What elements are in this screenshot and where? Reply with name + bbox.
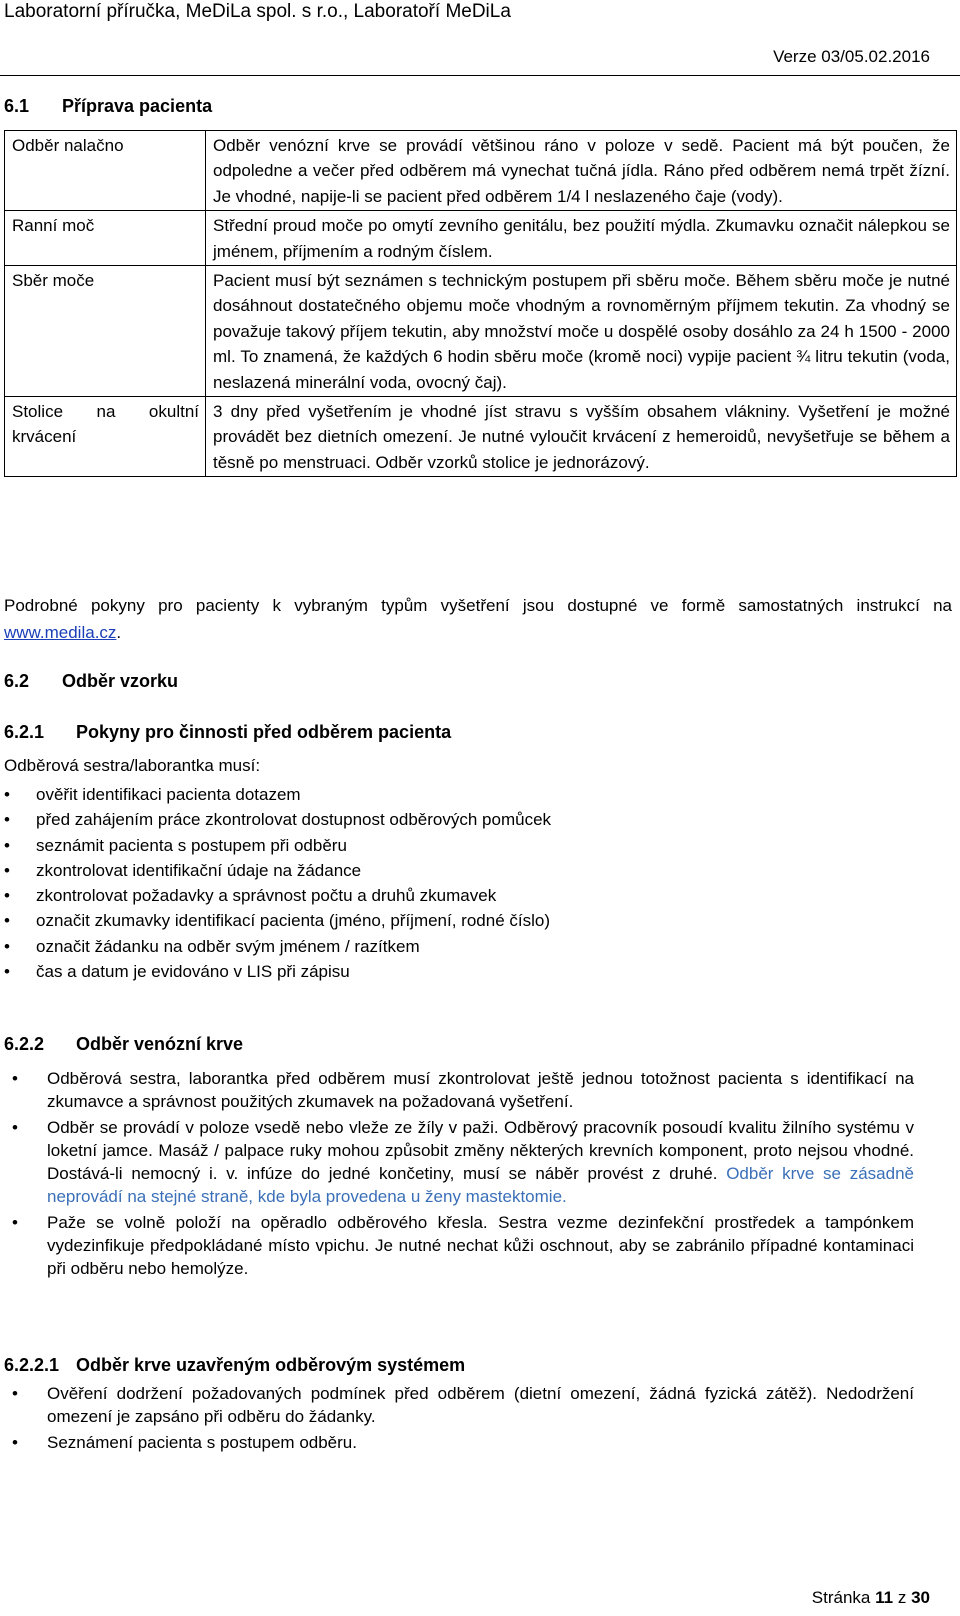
footer-page-number: 11 (875, 1588, 894, 1607)
document-version: Verze 03/05.02.2016 (773, 47, 930, 66)
section-title: Pokyny pro činnosti před odběrem pacienta (76, 722, 452, 742)
list-item (0, 883, 940, 908)
list-item-text: seznámit pacienta s postupem při odběru (36, 835, 347, 855)
list-item (0, 807, 940, 832)
bullet-icon: • (12, 1433, 18, 1452)
bullet-icon: • (4, 810, 10, 830)
mastectomy-warning: Odběr krve se zásadně neprovádí na stejné straně, kde byla provedena u ženy mastektomie. (47, 1164, 915, 1206)
footer-of-label: z (897, 1588, 907, 1607)
footer-page-total: 30 (911, 1588, 930, 1607)
section-heading-6-2-2-1 (4, 1353, 465, 1377)
cell-text: Odběr venózní krve se provádí většinou ráno v poloze v sedě. Pacient má být poučen, že odpoledne a večer před odběrem má vynechat tučná jídla. Ráno před odběrem nemá trpět žízní. Je vhodné, napije-li se pacient před odběrem 1/4 l neslazeného čaje (vody). (213, 136, 950, 206)
section-heading-6-2 (4, 669, 178, 693)
list-item-text: Paže se volně položí na opěradlo odběrového křesla. Sestra vezme dezinfekční prostředek a tampónkem vydezinfikuje předpokládané místo vpichu. Je nutné nechat kůži oschnout, aby se zabránilo případné kontaminaci při odběru nebo hemolýze. (47, 1213, 914, 1278)
info-text-end: . (116, 623, 122, 642)
table-row (5, 397, 957, 477)
list-item (0, 858, 940, 883)
table-row (5, 131, 957, 211)
list-item (4, 1067, 914, 1113)
section-heading-6-2-1 (4, 720, 451, 744)
list-item (0, 959, 940, 984)
table-cell-label: Odběr nalačno (5, 131, 206, 211)
venous-blood-steps (4, 1067, 914, 1283)
section-title: Odběr krve uzavřeným odběrovým systémem (76, 1355, 466, 1375)
list-item-text: zkontrolovat požadavky a správnost počtu a druhů zkumavek (36, 886, 497, 906)
section-heading-6-1 (4, 94, 212, 118)
list-item-text: před zahájením práce zkontrolovat dostupnost odběrových pomůcek (36, 810, 552, 830)
bullet-icon: • (4, 962, 10, 982)
list-item (4, 1211, 914, 1280)
section-heading-6-2-2 (4, 1032, 243, 1056)
list-item-text: zkontrolovat identifikační údaje na žádance (36, 860, 362, 880)
section-number: 6.2.2.1 (4, 1355, 60, 1375)
list-item (0, 782, 940, 807)
cell-text: Pacient musí být seznámen s technickým postupem při sběru moče. Během sběru moče je nutné dosáhnout dostatečného objemu moče vhodným a rovnoměrným příjmem tekutin. Za vhodný se považuje takový příjem tekutin, aby množství moče u dospělé osoby dosáhlo za 24 h 1500 - 2000 ml. To znamená, že každých 6 hodin sběru moče (kromě noci) vypije pacient ¾ litru tekutin (voda, neslazená minerální voda, ovocný čaj). (213, 271, 950, 392)
table-cell-text (206, 266, 957, 397)
page-footer (812, 1587, 930, 1609)
table-cell-label: Ranní moč (5, 211, 206, 266)
list-item-text: označit zkumavky identifikací pacienta (jméno, příjmení, rodné číslo) (36, 911, 551, 931)
bullet-icon: • (4, 835, 10, 855)
footer-page-label: Stránka (811, 1588, 871, 1607)
bullet-icon: • (4, 860, 10, 880)
section-number: 6.2.2 (4, 1034, 45, 1054)
info-paragraph (4, 592, 952, 646)
section-title: Odběr vzorku (62, 671, 179, 691)
section-title: Odběr venózní krve (76, 1034, 244, 1054)
pre-collection-checklist (0, 782, 940, 984)
patient-preparation-table (4, 130, 957, 477)
intro-text: Odběrová sestra/laborantka musí: (4, 756, 261, 775)
list-item-text: Odběrová sestra, laborantka před odběrem musí zkontrolovat ještě jednou totožnost pacienta s identifikací na zkumavce a správnost použitých zkumavek na požadovaná vyšetření. (47, 1069, 914, 1111)
table-cell-label: Stolice na okultní krvácení (5, 397, 206, 477)
table-row (5, 211, 957, 266)
bullet-icon: • (4, 936, 10, 956)
table-cell-label: Sběr moče (5, 266, 206, 397)
section-number: 6.1 (4, 96, 30, 116)
section-number: 6.2.1 (4, 722, 45, 742)
bullet-icon: • (12, 1384, 18, 1403)
header-divider (0, 75, 960, 76)
list-item-text: ověřit identifikaci pacienta dotazem (36, 785, 301, 804)
document-header-title: Laboratorní příručka, MeDiLa spol. s r.o., Laboratoří MeDiLa (4, 1, 511, 22)
table-row (5, 266, 957, 397)
table-cell-text (206, 211, 957, 266)
list-item (0, 934, 940, 959)
table-cell-text (206, 131, 957, 211)
list-item (4, 1116, 914, 1208)
list-item (0, 833, 940, 858)
bullet-icon: • (4, 886, 10, 906)
list-item-text: Ověření dodržení požadovaných podmínek před odběrem (dietní omezení, žádná fyzická zátěž). Nedodržení omezení je zapsáno při odběru do žádanky. (47, 1384, 914, 1426)
list-item (4, 1382, 914, 1428)
list-item-text: čas a datum je evidováno v LIS při zápisu (36, 962, 350, 982)
bullet-icon: • (12, 1213, 18, 1232)
list-item-text: Odběr se provádí v poloze vsedě nebo vleže ze žíly v paži. Odběrový pracovník posoudí kvalitu žilního systému v loketní jamce. Masáž / palpace ruky mohou způsobit změny některých krevních komponent, proto nejsou vhodné. Dostává-li nemocný i. v. infúze do jedné končetiny, musí se náběr provést z druhé. (47, 1118, 914, 1183)
list-item (0, 908, 940, 933)
bullet-icon: • (12, 1118, 18, 1137)
list-item-text: Seznámení pacienta s postupem odběru. (47, 1433, 357, 1452)
table-cell-text (206, 397, 957, 477)
info-text: Podrobné pokyny pro pacienty k vybraným typům vyšetření jsou dostupné ve formě samostatných instrukcí na (4, 596, 952, 615)
closed-system-steps (4, 1382, 914, 1457)
list-item (4, 1431, 914, 1454)
bullet-icon: • (4, 911, 10, 931)
list-item-text: označit žádanku na odběr svým jménem / razítkem (36, 936, 420, 956)
bullet-icon: • (4, 785, 10, 804)
bullet-icon: • (12, 1069, 18, 1088)
cell-text: Střední proud moče po omytí zevního genitálu, bez použití mýdla. Zkumavku označit nálepkou se jménem, příjmením a rodným číslem. (213, 216, 950, 261)
cell-text: 3 dny před vyšetřením je vhodné jíst stravu s vyšším obsahem vlákniny. Vyšetření je možné provádět bez dietních omezení. Je nutné vyloučit krvácení z hemeroidů, nevyšetřuje se během a těsně po menstruaci. Odběr vzorků stolice je jednorázový. (213, 402, 950, 472)
medila-website-link[interactable]: www.medila.cz (4, 623, 117, 642)
section-title: Příprava pacienta (62, 96, 213, 116)
section-number: 6.2 (4, 671, 30, 691)
